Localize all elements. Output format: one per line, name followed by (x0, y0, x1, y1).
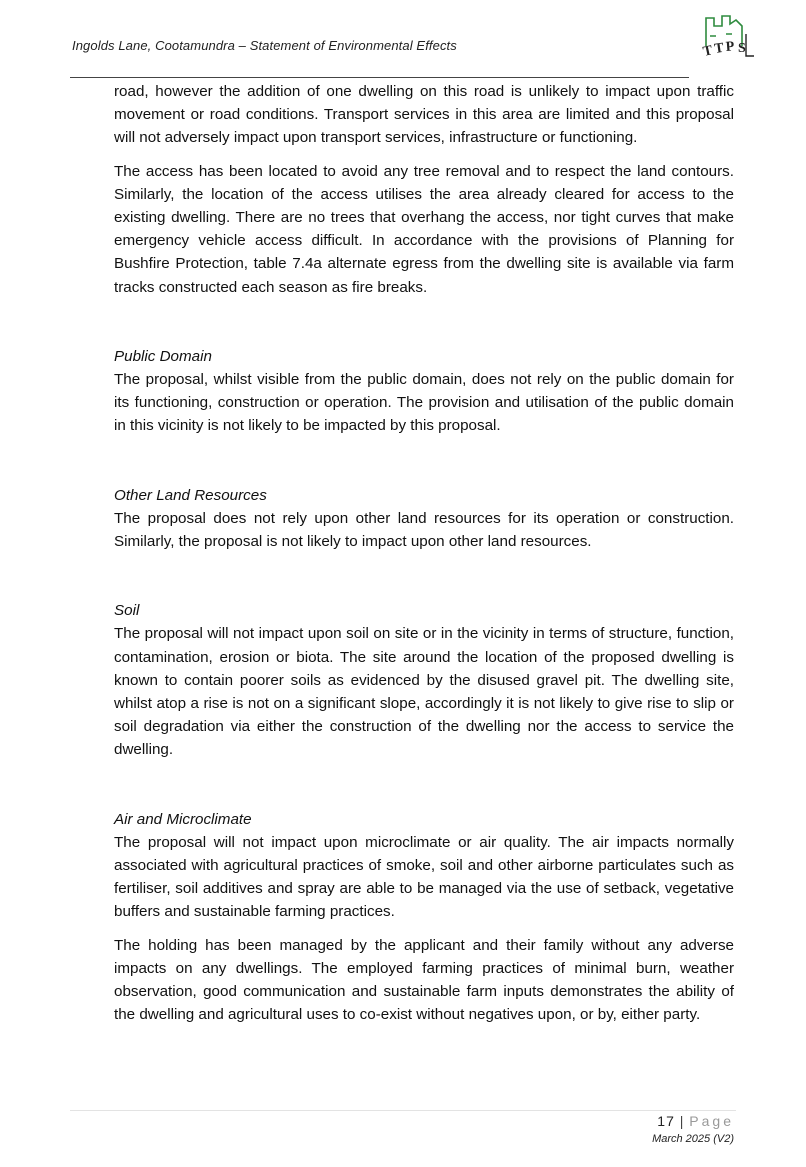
footer-divider (70, 1110, 736, 1111)
heading-other-land-resources: Other Land Resources (114, 486, 267, 504)
paragraph-transport: road, however the addition of one dwelling on this road is unlikely to impact upon traffic movement or road conditions. Transport services in this area are limited and this proposal will not adversely impact upon transport services, infrastructure or functioning. (114, 83, 734, 147)
company-logo (700, 12, 756, 62)
heading-public-domain: Public Domain (114, 347, 212, 365)
svg-text:T: T (713, 40, 725, 57)
svg-text:T: T (701, 43, 714, 60)
paragraph-soil: The proposal will not impact upon soil on site or in the vicinity in terms of structure, function, contamination, erosion or biota. The site around the location of the proposed dwelling is known to contain poorer soils as evidenced by the disused gravel pit. The dwelling site, whilst atop a rise is not on a significant slope, accordingly it is not likely to give rise to slip or soil degradation via either the construction of the dwelling nor the access to service the dwelling. (114, 625, 734, 759)
paragraph-air-2: The holding has been managed by the applicant and their family without any adverse impacts on any dwellings. The employed farming practices of minimal burn, weather observation, good communication and sustainable farm inputs demonstrates the ability of the dwelling and agricultural uses to co-exist without negatives upon, or by, either party. (114, 936, 734, 1024)
document-body (114, 80, 734, 1027)
svg-text:P: P (725, 39, 735, 55)
paragraph-public-domain: The proposal, whilst visible from the public domain, does not rely on the public domain for its functioning, construction or operation. The provision and utilisation of the public domain in this vicinity is not likely to be impacted by this proposal. (114, 371, 734, 435)
page-number-value: 17 (657, 1113, 675, 1129)
svg-text:S: S (738, 41, 746, 56)
heading-air-microclimate: Air and Microclimate (114, 810, 252, 828)
paragraph-other-land-resources: The proposal does not rely upon other land resources for its operation or construction. Similarly, the proposal is not likely to impact upon other land resources. (114, 509, 734, 551)
header-divider (70, 77, 689, 78)
page-label: Page (689, 1113, 734, 1129)
document-date: March 2025 (V2) (652, 1133, 734, 1145)
heading-soil: Soil (114, 602, 140, 620)
paragraph-access: The access has been located to avoid any tree removal and to respect the land contours. Similarly, the location of the access utilises the area already cleared for access to the existing dwelling. There are no trees that overhang the access, nor tight curves that make emergency vehicle access difficult. In accordance with the provisions of Planning for Bushfire Protection, table 7.4a alternate egress from the dwelling site is available via farm tracks constructed each season as fire breaks. (114, 162, 734, 296)
paragraph-air-1: The proposal will not impact upon microclimate or air quality. The air impacts normally associated with agricultural practices of smoke, soil and other airborne particulates such as fertiliser, soil additives and spray are able to be managed via the use of setback, vegetative buffers and sustainable farming practices. (114, 833, 734, 921)
document-header-title: Ingolds Lane, Cootamundra – Statement of Environmental Effects (72, 38, 457, 53)
page-number (657, 1113, 734, 1129)
page-separator: | (679, 1113, 685, 1129)
